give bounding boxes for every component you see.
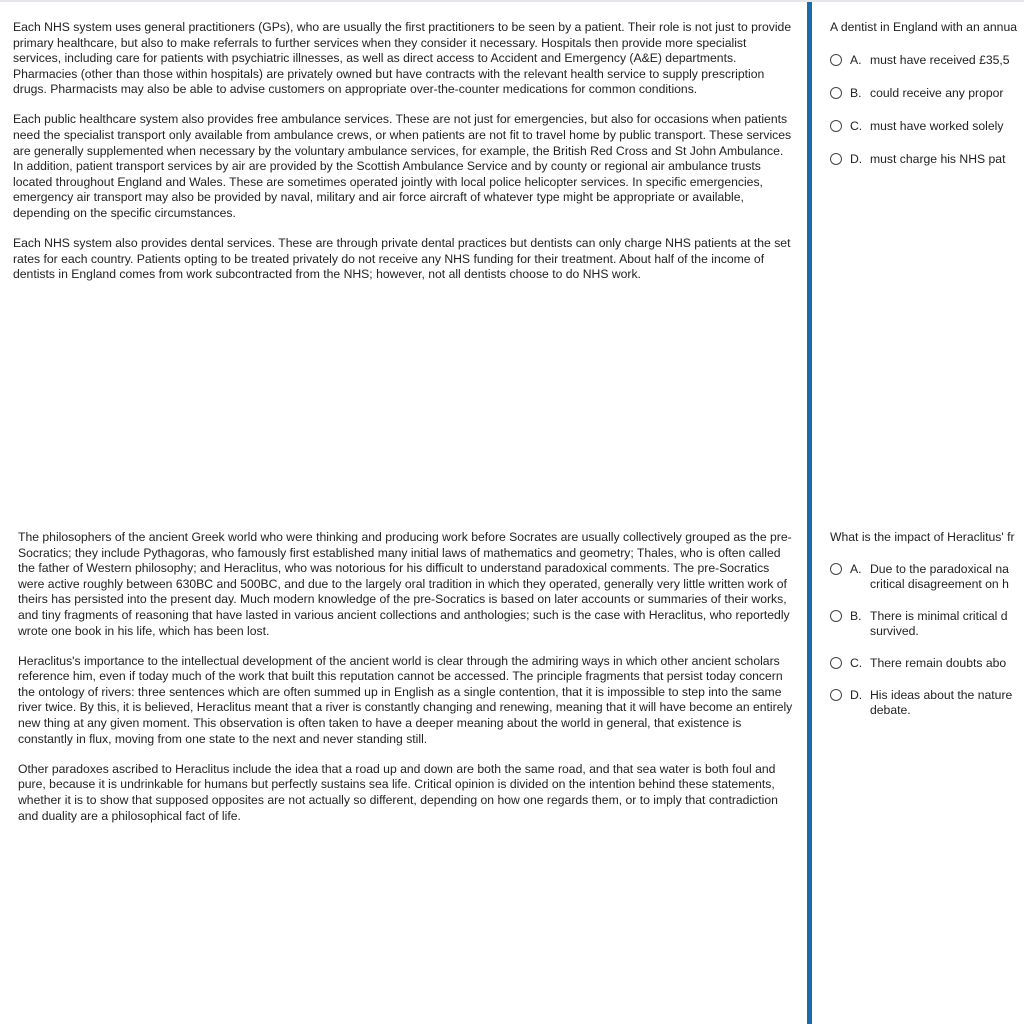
answer-option-b[interactable] (830, 609, 1024, 640)
option-letter: B. (850, 608, 862, 623)
option-letter: D. (850, 687, 863, 702)
pane-divider[interactable] (807, 512, 812, 1024)
radio-button-icon[interactable] (830, 54, 842, 66)
question-panel-2 (830, 530, 1024, 735)
passage-paragraph: Each public healthcare system also provides free ambulance services. These are not just for emergencies, but also for occasions when patients need the specialist transport only available from ambulance crews, or when patients are not fit to travel home by public transport. These services are generally supplemented when necessary by the voluntary ambulance services, for example, the British Red Cross and St John Ambulance. In addition, patient transport services by air are provided by the Scottish Ambulance Service and by county or regional air ambulance trusts located throughout England and Wales. These are sometimes operated jointly with local police helicopter services. In specific emergencies, emergency air transport may also be provided by naval, military and air force aircraft of whatever type might be appropriate or available, depending on the specific circumstances. (13, 112, 792, 221)
radio-button-icon[interactable] (830, 563, 842, 575)
passage-paragraph: Heraclitus's importance to the intellectual development of the ancient world is clear through the admiring ways in which other ancient scholars reference him, even if today much of the work that built this reputation cannot be accessed. The principle fragments that persist today concern the ontology of rivers: three sentences which are often summed up in English as a single contention, that it is impossible to step into the same river twice. By this, it is believed, Heraclitus meant that a river is constantly changing and renewing, meaning that it will have become an entirely new thing at any given moment. This observation is often taken to have a deeper meaning about the world in general, that existence is constantly in flux, moving from one state to the next and never standing still. (18, 653, 793, 746)
question-stem: What is the impact of Heraclitus' fr (830, 530, 1015, 544)
option-letter: C. (850, 655, 863, 670)
question-section-1 (0, 2, 1024, 512)
option-text: Due to the paradoxical na critical disagreement on h (870, 561, 1009, 592)
reading-passage-1 (13, 2, 793, 297)
answer-option-a[interactable] (830, 562, 1024, 593)
answer-option-c[interactable] (830, 656, 1024, 672)
question-section-2 (0, 512, 1024, 1024)
option-text: There remain doubts abo (870, 655, 1007, 670)
passage-paragraph: The philosophers of the ancient Greek world who were thinking and producing work before Socrates are usually collectively grouped as the pre-Socratics; they include Pythagoras, who famously first established many initial laws of mathematics and geometry; Thales, who is often called the father of Western philosophy; and Heraclitus, who was notorious for his difficult to understand paradoxical comments. The pre-Socratics were active roughly between 630BC and 500BC, and due to the largely oral tradition in which they operated, generally very little written work of theirs has persisted into the present day. Much modern knowledge of the pre-Socratics is based on later accounts or summaries of their works, and tiny fragments of reasoning that have lasted in various ancient collections and anthologies; such is the case with Heraclitus, who reportedly wrote one book in his life, which has been lost. (18, 530, 792, 638)
answer-option-a[interactable] (830, 53, 1024, 69)
radio-button-icon[interactable] (830, 657, 842, 669)
option-letter: B. (850, 85, 862, 100)
radio-button-icon[interactable] (830, 120, 842, 132)
answer-option-d[interactable] (830, 688, 1024, 719)
option-text: must have worked solely (870, 118, 1004, 133)
question-panel-1 (830, 20, 1024, 185)
answer-option-b[interactable] (830, 86, 1024, 102)
option-letter: A. (850, 561, 862, 576)
pane-divider[interactable] (807, 2, 812, 512)
option-text: could receive any propor (870, 85, 1004, 100)
radio-button-icon[interactable] (830, 87, 842, 99)
option-text: His ideas about the nature debate. (870, 687, 1013, 718)
radio-button-icon[interactable] (830, 610, 842, 622)
option-text: must charge his NHS pat (870, 151, 1006, 166)
option-letter: D. (850, 151, 863, 166)
option-text: There is minimal critical d survived. (870, 608, 1008, 639)
reading-passage-2 (18, 512, 798, 839)
passage-paragraph: Each NHS system also provides dental services. These are through private dental practices but dentists can only charge NHS patients at the set rates for each country. Patients opting to be treated privately do not receive any NHS funding for their treatment. About half of the income of dentists in England comes from work subcontracted from the NHS; however, not all dentists choose to do NHS work. (13, 236, 791, 282)
question-stem: A dentist in England with an annua (830, 20, 1018, 34)
option-letter: A. (850, 52, 862, 67)
option-text: must have received £35,5 (870, 52, 1010, 67)
passage-paragraph: Other paradoxes ascribed to Heraclitus include the idea that a road up and down are both the same road, and that sea water is both foul and pure, because it is undrinkable for humans but perfectly sustains sea life. Critical opinion is divided on the intention behind these statements, whether it is to show that supposed opposites are not actually so different, depending on how one regards them, or to imply that contradiction and duality are a philosophical fact of life. (18, 761, 778, 823)
passage-paragraph: Each NHS system uses general practitioners (GPs), who are usually the first practitioners to be seen by a patient. Their role is not just to provide primary healthcare, but also to make referrals to further services when they consider it necessary. Hospitals then provide more specialist services, including care for patients with psychiatric illnesses, as well as direct access to Accident and Emergency (A&E) departments. Pharmacies (other than those within hospitals) are privately owned but have contracts with the relevant health service to supply prescription drugs. Pharmacists may also be able to advise customers on appropriate over-the-counter medications for common conditions. (13, 20, 792, 97)
answer-option-c[interactable] (830, 119, 1024, 135)
option-letter: C. (850, 118, 863, 133)
answer-option-d[interactable] (830, 152, 1024, 168)
radio-button-icon[interactable] (830, 689, 842, 701)
radio-button-icon[interactable] (830, 153, 842, 165)
